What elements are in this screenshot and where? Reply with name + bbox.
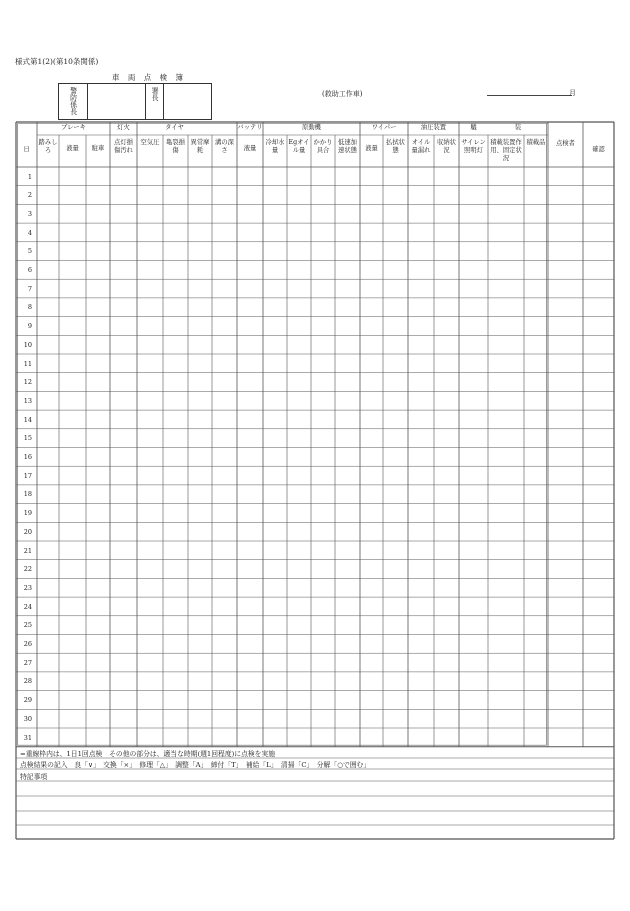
day-number: 15 — [23, 434, 32, 443]
column-header: 亀裂損傷 — [166, 139, 185, 154]
day-number: 16 — [23, 453, 32, 461]
day-number: 19 — [23, 509, 32, 518]
column-header: 収納状況 — [437, 139, 456, 154]
inspection-frequency-note: =重線枠内は、1日1回点検 その他の部分は、適当な時期(週1回程度)に点検を実施 — [20, 750, 276, 758]
group-header: ワイパー — [371, 124, 397, 131]
inspection-legend-note: 点検結果の記入 良「∨」 交換「×」 修理「△」 調整「A」 締付「T」 補給「L」 清掃「C」 分解「○で囲む」 — [20, 761, 371, 769]
form-code: 様式第1(2)(第10条関係) — [15, 57, 99, 66]
column-header: 積載装置作用、固定状況 — [490, 139, 522, 162]
column-header: サイレン照明灯 — [461, 139, 486, 154]
day-number: 6 — [27, 266, 32, 274]
day-number: 21 — [23, 546, 32, 555]
remarks-label: 特記事項 — [20, 773, 48, 781]
column-header: 点検者 — [556, 140, 575, 147]
day-number: 13 — [23, 396, 32, 405]
column-header: 点灯損傷汚れ — [114, 139, 133, 154]
group-header: 油圧装置 — [420, 124, 447, 131]
day-number: 22 — [23, 565, 32, 574]
group-header: ブレーキ — [61, 124, 86, 131]
group-header: タイヤ — [165, 124, 184, 131]
stamp-label-fire-chief: 警防係長 — [59, 84, 88, 119]
column-header: かかり具合 — [313, 139, 333, 154]
day-number: 26 — [23, 640, 32, 648]
day-number: 1 — [27, 172, 32, 181]
column-header: 溝の深さ — [215, 139, 234, 154]
group-header: バッテリ — [237, 124, 263, 131]
day-number: 20 — [23, 527, 32, 536]
group-header: 灯火 — [117, 124, 130, 131]
group-header: 原動機 — [302, 124, 321, 131]
group-header: 装 — [514, 124, 522, 131]
day-number: 18 — [23, 490, 32, 499]
document-title: 車 両 点 検 簿 — [112, 73, 187, 82]
column-header: 空気圧 — [140, 139, 160, 146]
day-number: 24 — [23, 602, 32, 611]
day-number: 3 — [27, 209, 32, 218]
day-number: 5 — [27, 247, 32, 256]
column-header: 日 — [23, 146, 30, 153]
day-number: 29 — [23, 696, 32, 705]
day-number: 17 — [23, 471, 32, 480]
column-header: 液量 — [243, 145, 257, 152]
day-number: 9 — [27, 322, 32, 331]
column-header: 異常摩耗 — [190, 139, 210, 154]
group-header: 艤 — [470, 124, 477, 131]
stamp-label-station-chief: 署長 — [146, 84, 164, 119]
column-header: 液量 — [66, 145, 79, 152]
day-number: 14 — [23, 415, 32, 424]
column-header: 払拭状態 — [386, 139, 405, 154]
column-header: オイル量漏れ — [411, 139, 431, 154]
day-number: 7 — [27, 284, 32, 293]
column-header: 踏みしろ — [38, 139, 58, 154]
column-header: 積載品 — [526, 139, 546, 146]
day-number: 30 — [23, 714, 32, 723]
day-number: 23 — [23, 583, 32, 592]
day-number: 10 — [23, 340, 32, 349]
vehicle-type: (救助工作車) — [322, 90, 363, 98]
column-header: Egオイル量 — [288, 139, 310, 154]
column-header: 駐車 — [91, 145, 105, 152]
day-number: 8 — [27, 303, 32, 312]
day-number: 12 — [23, 378, 32, 387]
month-label: 月 — [569, 89, 576, 97]
column-header: 低速加速状態 — [338, 139, 357, 154]
day-number: 27 — [23, 658, 32, 667]
day-number: 4 — [27, 228, 32, 237]
column-header: 確認 — [592, 146, 605, 153]
day-number: 11 — [23, 359, 32, 368]
day-number: 25 — [23, 621, 32, 630]
day-number: 28 — [23, 677, 32, 686]
column-header: 冷却水量 — [265, 139, 285, 154]
column-header: 液量 — [365, 145, 378, 152]
day-number: 31 — [23, 733, 32, 742]
day-number: 2 — [27, 191, 32, 200]
